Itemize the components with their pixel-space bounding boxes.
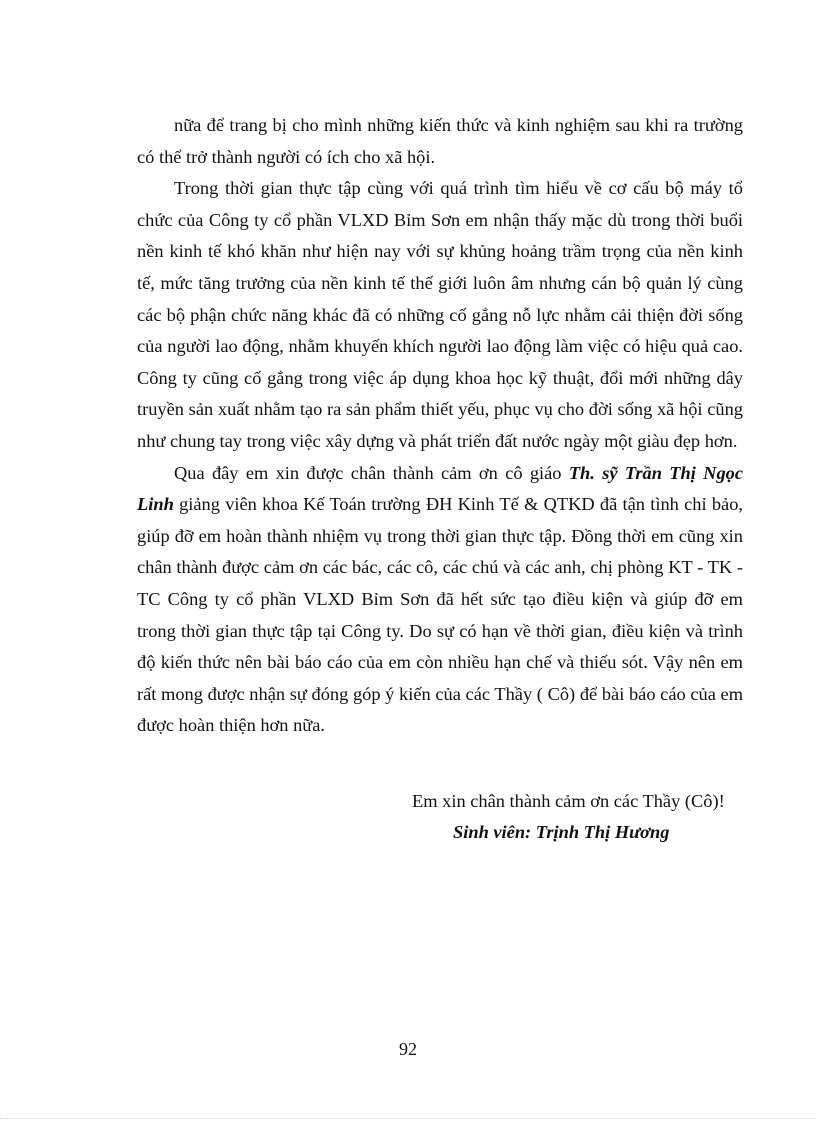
page-number: 92 (399, 1039, 417, 1059)
paragraph-continuation: nữa để trang bị cho mình những kiến thức và kinh nghiệm sau khi ra trường có thể trở thành người có ích cho xã hội. (137, 115, 743, 167)
paragraph-internship-observation: Trong thời gian thực tập cùng với quá trình tìm hiểu về cơ cấu bộ máy tổ chức của Công ty cổ phần VLXD Bỉm Sơn em nhận thấy mặc dù trong thời buổi nền kinh tế khó khăn như hiện nay với sự khủng hoảng trầm trọng của nền kinh tế, mức tăng trưởng của nền kinh tế thế giới luôn âm nhưng cán bộ quản lý cùng các bộ phận chức năng khác đã có những cố gắng nỗ lực nhằm cải thiện đời sống của người lao động, nhằm khuyến khích người lao động làm việc có hiệu quả cao. Công ty cũng cố gắng trong việc áp dụng khoa học kỹ thuật, đổi mới những dây truyền sản xuất nhằm tạo ra sản phẩm thiết yếu, phục vụ cho đời sống xã hội cũng như chung tay trong việc xây dựng và phát triển đất nước ngày một giàu đẹp hơn. (137, 178, 743, 451)
closing-thanks: Em xin chân thành cảm ơn các Thầy (Cô)! (412, 791, 725, 811)
body-text (137, 110, 743, 742)
page-bottom-divider (0, 1118, 816, 1119)
paragraph-acknowledgement (137, 458, 743, 742)
student-signature: Sinh viên: Trịnh Thị Hương (453, 822, 670, 842)
teacher-name: Th. sỹ Trần Thị Ngọc Linh (137, 462, 744, 515)
acknowledgement-intro: Qua đây em xin được chân thành cảm ơn cô giáo (174, 462, 569, 483)
acknowledgement-body: giảng viên khoa Kế Toán trường ĐH Kinh Tế & QTKD đã tận tình chỉ bảo, giúp đỡ em hoàn thành nhiệm vụ trong thời gian thực tập. Đồng thời em cũng xin chân thành được cảm ơn các bác, các cô, các chú và các anh, chị phòng KT - TK - TC Công ty cổ phần VLXD Bỉm Sơn đã hết sức tạo điều kiện và giúp đỡ em trong thời gian thực tập tại Công ty. Do sự có hạn về thời gian, điều kiện và trình độ kiến thức nên bài báo cáo của em còn nhiều hạn chế và thiếu sót. Vậy nên em rất mong được nhận sự đóng góp ý kiến của các Thầy ( Cô) để bài báo cáo của em được hoàn thiện hơn nữa. (137, 494, 743, 736)
